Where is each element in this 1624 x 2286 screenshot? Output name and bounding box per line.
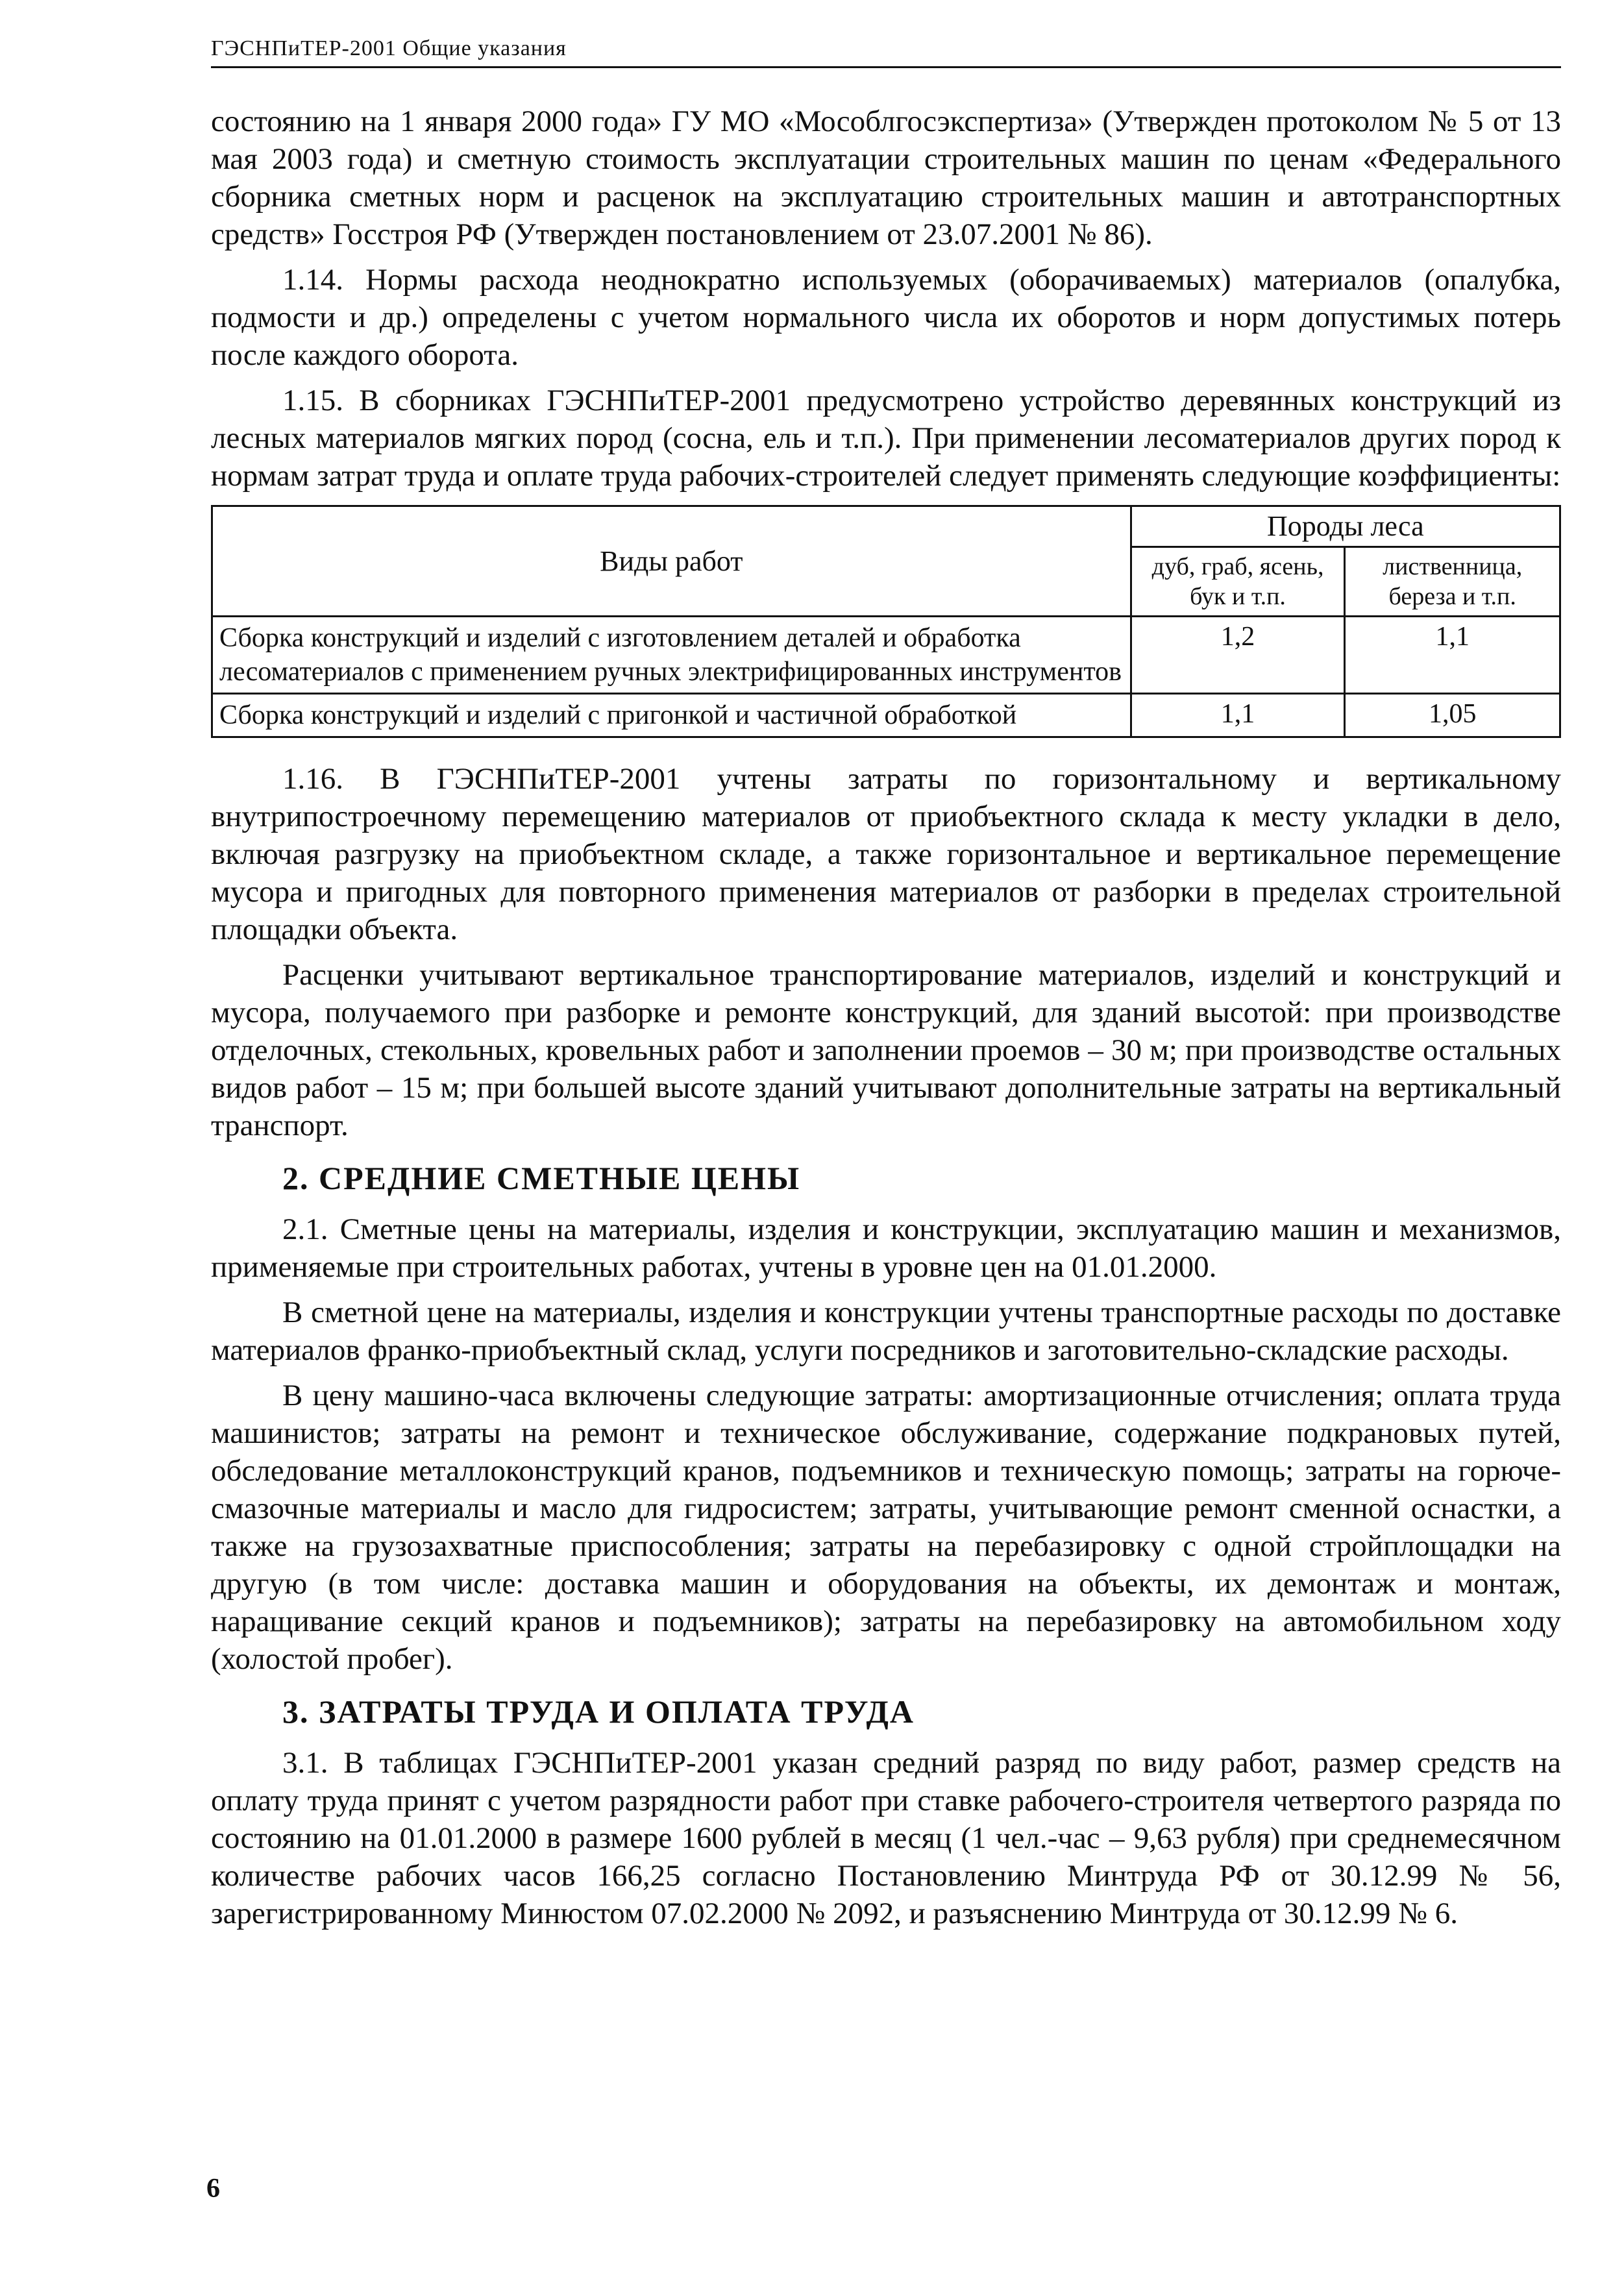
header-larch-birch: лиственница, береза и т.п. <box>1345 547 1560 617</box>
paragraph-3-1: 3.1. В таблицах ГЭСНПиТЕР-2001 указан средний разряд по виду работ, размер средств на оплату труда принят с учетом разрядности работ при ставке рабочего-строителя четвертого разряда по состоянию на 01.01.2000 в размере 1600 рублей в месяц (1 чел.-час – 9,63 рубля) при среднемесячном количестве рабочих часов 166,25 согласно Постановлению Минтруда РФ от 30.12.99 № 56, зарегистрированному Минюстом 07.02.2000 № 2092, и разъяснению Минтруда от 30.12.99 № 6. <box>211 1746 1561 1930</box>
paragraph-continuation: состоянию на 1 января 2000 года» ГУ МО «Мособлгосэкспертиза» (Утвержден протоколом № 5 от 13 мая 2003 года) и сметную стоимость эксплуатации строительных машин по ценам «Федерального сборника сметных норм и расценок на эксплуатацию строительных машин и автотранспортных средств» Госстроя РФ (Утвержден постановлением от 23.07.2001 № 86). <box>211 104 1561 251</box>
paragraph-transport: Расценки учитывают вертикальное транспортирование материалов, изделий и конструкций и мусора, получаемого при разборке и ремонте конструкций, для зданий высотой: при производстве отделочных, стекольных, кровельных работ и заполнении проемов – 30 м; при производстве остальных видов работ – 15 м; при большей высоте зданий учитывают дополнительные затраты на вертикальный транспорт. <box>211 958 1561 1142</box>
row-work-label: Сборка конструкций и изделий с изготовлением деталей и обработка лесоматериалов с применением ручных электрифицированных инструментов <box>212 617 1131 694</box>
table-row <box>212 617 1560 694</box>
paragraph-2-machine-hour: В цену машино-часа включены следующие затраты: амортизационные отчисления; оплата труда машинистов; затраты на ремонт и техническое обслуживание, содержание подкрановых путей, обследование металлоконструкций кранов, подъемников и техническую помощь; затраты на горюче-смазочные материалы и масло для гидросистем; затраты, учитывающие ремонт сменной оснастки, а также на грузозахватные приспособления; затраты на перебазировку с одной стройплощадки на другую (в том числе: доставка машин и оборудования на объекты, их демонтаж и монтаж, наращивание секций кранов и подъемников); затраты на перебазировку на автомобильном ходу (холостой пробег). <box>211 1379 1561 1676</box>
page-number: 6 <box>206 2174 220 2204</box>
row-value-larch: 1,1 <box>1345 617 1560 694</box>
paragraph-1-15: 1.15. В сборниках ГЭСНПиТЕР-2001 предусмотрено устройство деревянных конструкций из лесных материалов мягких пород (сосна, ель и т.п.). При применении лесоматериалов других пород к нормам затрат труда и оплате труда рабочих-строителей следует применять следующие коэффициенты: <box>211 384 1561 493</box>
row-value-hardwood: 1,1 <box>1131 694 1345 737</box>
row-value-larch: 1,05 <box>1345 694 1560 737</box>
section-heading-labor: 3. ЗАТРАТЫ ТРУДА И ОПЛАТА ТРУДА <box>282 1693 915 1730</box>
running-header: ГЭСНПиТЕР-2001 Общие указания <box>211 32 1561 68</box>
table-header-row <box>212 506 1560 547</box>
header-wood-species: Породы леса <box>1131 506 1560 547</box>
header-works: Виды работ <box>212 506 1131 617</box>
paragraph-1-16: 1.16. В ГЭСНПиТЕР-2001 учтены затраты по горизонтальному и вертикальному внутрипостроечному перемещению материалов от приобъектного склада к месту укладки в дело, включая разгрузку на приобъектном складе, а также горизонтальное и вертикальное перемещение мусора и пригодных для повторного применения материалов от разборки в пределах строительной площадки объекта. <box>211 762 1561 946</box>
paragraph-1-14: 1.14. Нормы расхода неоднократно используемых (оборачиваемых) материалов (опалубка, подмости и др.) определены с учетом нормального числа их оборотов и норм допустимых потерь после каждого оборота. <box>211 263 1561 372</box>
row-work-label: Сборка конструкций и изделий с пригонкой и частичной обработкой <box>212 694 1131 737</box>
wood-coefficients-table <box>211 505 1561 738</box>
header-hardwood: дуб, граб, ясень, бук и т.п. <box>1131 547 1345 617</box>
document-body <box>211 103 1561 1940</box>
section-heading-prices: 2. СРЕДНИЕ СМЕТНЫЕ ЦЕНЫ <box>282 1160 801 1196</box>
table-row <box>212 694 1560 737</box>
paragraph-2-transport: В сметной цене на материалы, изделия и конструкции учтены транспортные расходы по доставке материалов франко-приобъектный склад, услуги посредников и заготовительно-складские расходы. <box>211 1296 1561 1367</box>
row-value-hardwood: 1,2 <box>1131 617 1345 694</box>
paragraph-2-1: 2.1. Сметные цены на материалы, изделия и конструкции, эксплуатацию машин и механизмов, применяемые при строительных работах, учтены в уровне цен на 01.01.2000. <box>211 1212 1561 1284</box>
